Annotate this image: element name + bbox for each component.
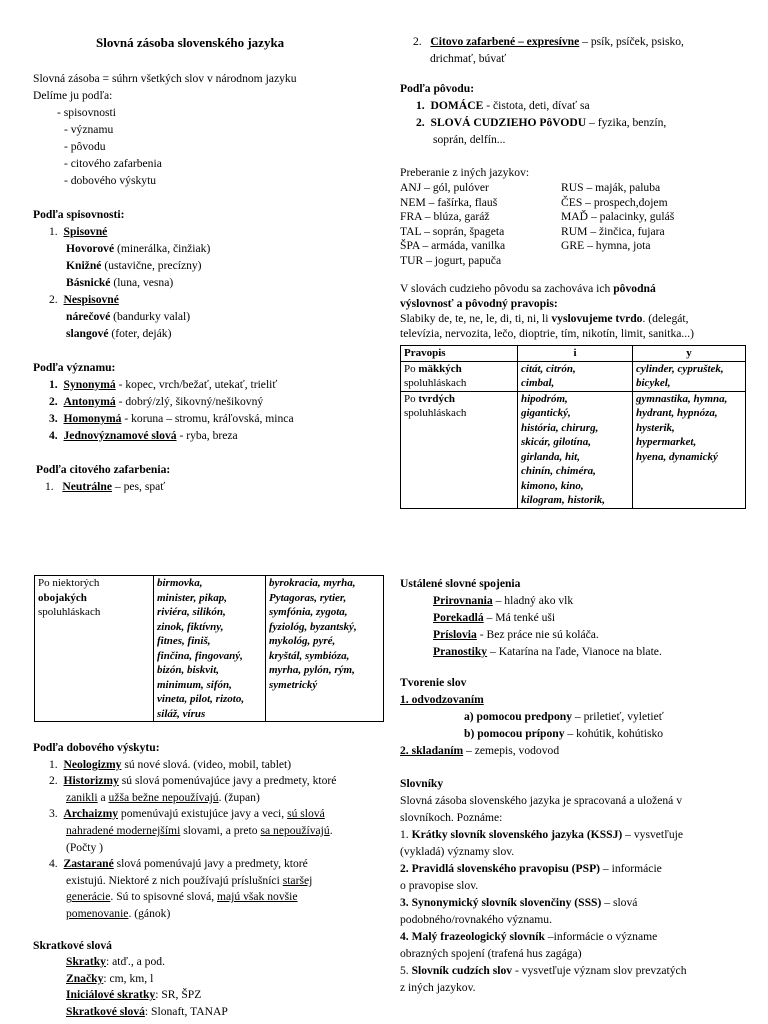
table-row [401, 361, 746, 391]
right-column-top [400, 33, 750, 341]
item-title: Spisovné [63, 225, 108, 238]
list-item: Porekadlá – Má tenké uši [433, 611, 556, 624]
list-item: 1. Neutrálne – pes, spať [45, 480, 166, 493]
table-cell: gymnastika, hymna, hydrant, hypnóza, hysterik, hypermarket, hyena, dynamický [633, 391, 746, 508]
table-cell: hipodróm, gigantický, história, chirurg, skicár, gilotína, girlanda, hit, chinín, chiméra, kimono, kino, kilogram, historik, [518, 391, 633, 508]
table-header: y [633, 346, 746, 362]
criteria-item: - citového zafarbenia [64, 157, 162, 170]
list-item: Prirovnania – hladný ako vlk [433, 594, 574, 607]
list-item: a) pomocou predpony – priletieť, vyletieť [464, 710, 664, 723]
section-heading: Ustálené slovné spojenia [400, 577, 521, 590]
list-item: 2. Historizmy sú slová pomenúvajúce javy a predmety, ktoré [49, 774, 337, 788]
right-column-bottom [400, 575, 750, 996]
table-header: i [518, 346, 633, 362]
section-heading: Podľa významu: [33, 361, 116, 374]
spelling-table [400, 345, 746, 509]
spelling-table-continued [34, 575, 384, 722]
list-item: b) pomocou prípony – kohútik, kohútisko [464, 727, 664, 740]
left-column-bottom [33, 740, 393, 1021]
list-item: 1. Synonymá - kopec, vrch/bežať, utekať, trieliť [49, 378, 278, 391]
list-item-cont: zanikli a užša bežne nepoužívajú. (župan) [66, 790, 260, 804]
language-item: RUM – žinčica, fujara [561, 224, 665, 238]
list-item: Knižné (ustavične, precízny) [66, 259, 202, 272]
page-title: Slovná zásoba slovenského jazyka [96, 35, 285, 50]
language-item: ANJ – gól, pulóver [400, 181, 489, 194]
list-item: 1. DOMÁCE - čistota, deti, dívať sa [416, 99, 590, 112]
list-item: 2. Nespisovné [49, 293, 119, 306]
table-row [401, 391, 746, 508]
left-column-top [33, 70, 393, 495]
list-item: 5. Slovník cudzích slov - vysvetľuje význam slov prevzatých [400, 964, 687, 977]
list-item: 3. Synonymický slovník slovenčiny (SSS) – slová [400, 896, 638, 909]
list-item-cont: o pravopise slov. [400, 879, 479, 892]
paragraph: Slovná zásoba slovenského jazyka je spracovaná a uložená v [400, 794, 683, 807]
list-item: Značky: cm, km, l [66, 971, 154, 985]
language-item: ŠPA – armáda, vanilka [400, 239, 506, 252]
list-item-cont: pomenovanie. (gánok) [66, 906, 171, 920]
list-item: 4. Jednovýznamové slová - ryba, breza [49, 429, 238, 442]
table-cell: byrokracia, myrha, Pytagoras, rytier, symfónia, zygota, fyziológ, byzantský, mykológ, pyré, kryštál, symbióza, myrha, pylón, rým, symetrický [266, 576, 384, 722]
list-item: 1. Spisovné [49, 225, 108, 238]
list-item-cont: podobného/rovnakého významu. [400, 913, 552, 926]
section-heading: Podľa spisovnosti: [33, 208, 125, 221]
table-row [35, 576, 384, 722]
list-item: 1. Krátky slovník slovenského jazyka (KSSJ) – vysvetľuje [400, 828, 683, 841]
list-item: 4. Zastarané slová pomenúvajú javy a predmety, ktoré [49, 857, 308, 871]
list-item-cont: obrazných spojení (trafená hus zagága) [400, 947, 582, 960]
borrowing-heading: Preberanie z iných jazykov: [400, 166, 530, 179]
criteria-list [33, 104, 393, 189]
list-item: Hovorové (minerálka, činžiak) [66, 242, 211, 255]
list-item: 2. skladaním – zemepis, vodovod [400, 744, 560, 757]
list-item: Príslovia - Bez práce nie sú koláča. [433, 628, 599, 641]
language-item: TUR – jogurt, papuča [400, 253, 502, 267]
language-item: NEM – fašírka, flauš [400, 195, 498, 209]
list-item-cont: soprán, delfín... [433, 133, 506, 146]
list-item-cont: drichmať, búvať [430, 52, 507, 65]
table-cell: Po mäkkých spoluhláskach [401, 361, 518, 391]
table-header: Pravopis [401, 346, 518, 362]
language-item: MAĎ – palacinky, guláš [561, 210, 675, 223]
list-item: 3. Homonymá - koruna – stromu, kráľovská, minca [49, 412, 294, 425]
list-item: 1. odvodzovaním [400, 693, 484, 706]
item-title: Nespisovné [63, 293, 119, 306]
list-item-cont: existujú. Niektoré z nich používajú príslušníci staršej [66, 873, 313, 887]
definition: Slovná zásoba = súhrn všetkých slov v národnom jazyku [33, 72, 297, 85]
list-item: 1. Neologizmy sú nové slová. (video, mobil, tablet) [49, 757, 292, 771]
list-item: Básnické (luna, vesna) [66, 276, 174, 289]
section-heading: Podľa pôvodu: [400, 82, 475, 95]
pronunciation-note: V slovách cudzieho pôvodu sa zachováva ich pôvodná výslovnosť a pôvodný pravopis: Slabiky de, te, ne, le, di, ti, ni, li vyslovujeme tvrdo. (delegát, televízia, nervozita, lečo, dioptrie, tím, nikotín, limit, sanitka...) [400, 282, 694, 340]
language-list [400, 181, 750, 267]
paragraph: slovníkoch. Poznáme: [400, 811, 503, 824]
list-item-cont: (vykladá) významy slov. [400, 845, 515, 858]
section-heading: Podľa dobového výskytu: [33, 741, 160, 754]
list-item: 3. Archaizmy pomenúvajú existujúce javy a veci, sú slová [49, 807, 325, 821]
criteria-item: - spisovnosti [57, 106, 116, 119]
table-cell: cylinder, cypruštek, bicykel, [633, 361, 746, 391]
table-cell: birmovka, minister, pikap, riviéra, silikón, zinok, fiktívny, fitnes, finiš, finčina, fingovaný, bizón, biskvit, minimum, sifón, vineta, pilot, rizoto, siláž, vírus [154, 576, 266, 722]
list-item-cont: (Počty ) [66, 840, 104, 854]
list-item: 2. SLOVÁ CUDZIEHO PôVODU – fyzika, benzín, [416, 116, 667, 129]
criteria-item: - dobového výskytu [64, 174, 157, 187]
language-item: ČES – prospech,dojem [561, 195, 668, 209]
table-header-row [401, 346, 746, 362]
section-heading: Slovníky [400, 777, 444, 790]
list-item: nárečové (bandurky valal) [66, 310, 191, 323]
list-item-cont: generácie. Sú to spisovné slová, majú však novšie [66, 890, 298, 904]
list-item: Skratkové slová: Slonaft, TANAP [66, 1004, 228, 1018]
section-heading: Tvorenie slov [400, 676, 467, 689]
table-cell: Po tvrdých spoluhláskach [401, 391, 518, 508]
list-item: 2. Citovo zafarbené – expresívne – psík, psíček, psisko, [413, 35, 684, 48]
list-item-cont: nahradené modernejšími slovami, a preto sa nepoužívajú. [66, 823, 333, 837]
table-cell: citát, citrón, cimbal, [518, 361, 633, 391]
criteria-item: - významu [64, 123, 114, 136]
list-item: Iniciálové skratky: SR, ŠPZ [66, 988, 202, 1002]
criteria-item: - pôvodu [64, 140, 106, 153]
section-heading: Podľa citového zafarbenia: [36, 463, 171, 476]
list-item: 2. Antonymá - dobrý/zlý, šikovný/nešikovný [49, 395, 264, 408]
divide-text: Delíme ju podľa: [33, 89, 113, 102]
list-item: 2. Pravidlá slovenského pravopisu (PSP) – informácie [400, 862, 662, 875]
language-item: FRA – blúza, garáž [400, 210, 490, 223]
list-item: 4. Malý frazeologický slovník –informácie o význame [400, 930, 658, 943]
list-item: Skratky: atď., a pod. [66, 955, 165, 969]
language-item: TAL – soprán, špageta [400, 224, 505, 238]
language-item: RUS – maják, paluba [561, 181, 661, 194]
list-item-cont: z iných jazykov. [400, 981, 476, 994]
list-item: slangové (foter, deják) [66, 327, 172, 340]
list-item: Pranostiky – Katarína na ľade, Vianoce na blate. [433, 645, 662, 658]
table-cell: Po niektorých obojakých spoluhláskach [35, 576, 154, 722]
section-heading: Skratkové slová [33, 938, 112, 952]
language-item: GRE – hymna, jota [561, 239, 651, 252]
